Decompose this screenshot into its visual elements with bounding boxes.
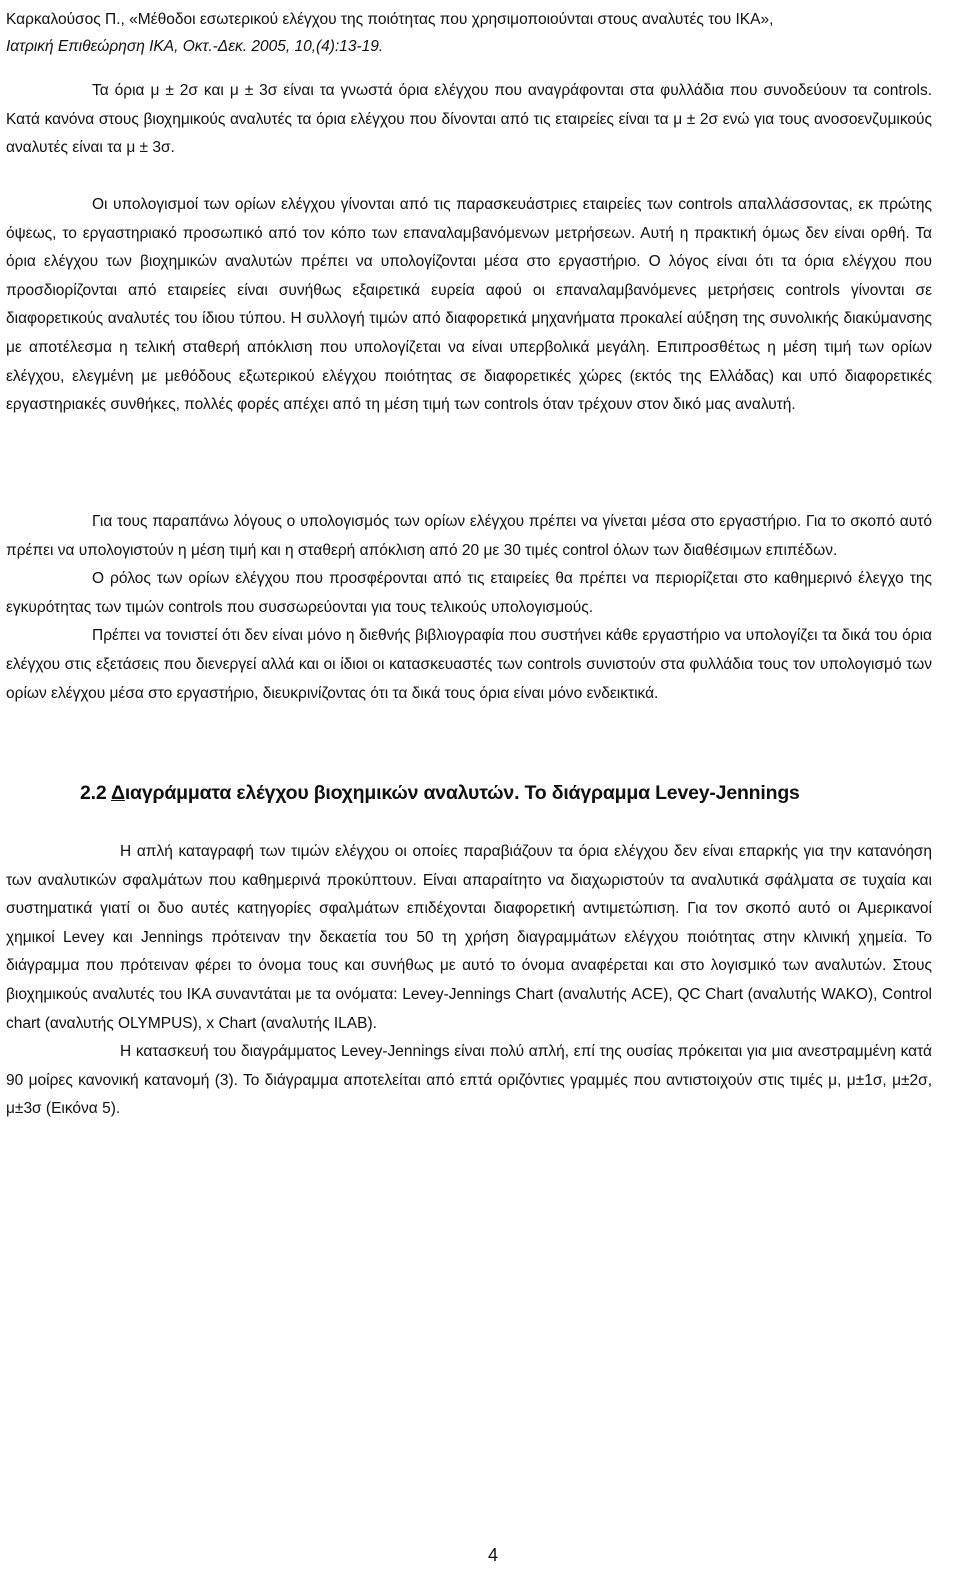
paragraph-control-limits: Τα όρια μ ± 2σ και μ ± 3σ είναι τα γνωστά όρια ελέγχου που αναγράφονται στα φυλλάδια που συνοδεύουν τα controls. Κατά κανόνα στους βιοχημικούς αναλυτές τα όρια ελέγχου που δίνονται από τις εταιρείες είναι τα μ ± 2σ ενώ για τους ανοσοενζυμικούς αναλυτές είναι τα μ ± 3σ. [6, 82, 932, 157]
section-limit-calculation [6, 191, 932, 420]
page-number: 4 [488, 1545, 499, 1565]
section-levey-jennings [6, 838, 932, 1124]
paragraph-chart-construction: Η κατασκευή του διαγράμματος Levey-Jennings είναι πολύ απλή, επί της ουσίας πρόκειται για μια ανεστραμμένη κατά 90 μοίρες κανονική κατανομή (3). Το διάγραμμα αποτελείται από επτά οριζόντιες γραμμές που αντιστοιχούν στις τιμές μ, μ±1σ, μ±2σ, μ±3σ (Εικόνα 5). [6, 1043, 932, 1118]
paragraph-manufacturer-advice: Πρέπει να τονιστεί ότι δεν είναι μόνο η διεθνής βιβλιογραφία που συστήνει κάθε εργαστήριο να υπολογίζει τα δικά του όρια ελέγχου στις εξετάσεις που διενεργεί αλλά και οι ίδιοι οι κατασκευαστές των controls συνιστούν στα φυλλάδια τους τον υπολογισμό των ορίων ελέγχου μέσα στο εργαστήριο, διευκρινίζοντας ότι τα δικά τους όρια είναι μόνο ενδεικτικά. [6, 627, 932, 702]
citation-header [6, 6, 954, 60]
section-heading-2-2 [80, 782, 800, 805]
paragraph-lab-calculation: Για τους παραπάνω λόγους ο υπολογισμός των ορίων ελέγχου πρέπει να γίνεται μέσα στο εργαστήριο. Για το σκοπό αυτό πρέπει να υπολογιστούν η μέση τιμή και η σταθερή απόκλιση από 20 με 30 τιμές control όλων των διαθέσιμων επιπέδων. [6, 513, 932, 559]
citation-line-1: Καρκαλούσος Π., «Μέθοδοι εσωτερικού ελέγχου της ποιότητας που χρησιμοποιούνται στους αναλυτές του ΙΚΑ», [6, 11, 774, 28]
paragraph-company-limits-role: Ο ρόλος των ορίων ελέγχου που προσφέρονται από τις εταιρείες θα πρέπει να περιορίζεται στο καθημερινό έλεγχο της εγκυρότητας των τιμών controls που συσσωρεύονται για τους τελικούς υπολογισμούς. [6, 570, 932, 616]
heading-text: ιαγράμματα ελέγχου βιοχημικών αναλυτών. Το διάγραμμα Levey-Jennings [124, 782, 800, 804]
section-control-limits-intro [6, 77, 932, 163]
citation-line-2: Ιατρική Επιθεώρηση ΙΚΑ, Οκτ.-Δεκ. 2005, 10,(4):13-19. [6, 38, 384, 55]
section-lab-calculation [6, 508, 932, 708]
paragraph-error-types: Η απλή καταγραφή των τιμών ελέγχου οι οποίες παραβιάζουν τα όρια ελέγχου δεν είναι επαρκής για την κατανόηση των αναλυτικών σφαλμάτων που καθημερινά προκύπτουν. Είναι απαραίτητο να διαχωριστούν τα αναλυτικά σφάλματα σε τυχαία και συστηματικά γιατί οι δυο αυτές κατηγορίες σφαλμάτων επιδέχονται διαφορετική αντιμετώπιση. Για τον σκοπό αυτό οι Αμερικανοί χημικοί Levey και Jennings πρότειναν την δεκαετία του 50 τη χρήση διαγραμμάτων ελέγχου ποιότητας στην κλινική χημεία. Το διάγραμμα που πρότειναν φέρει το όνομα τους και συνήθως με αυτό το όνομα αναφέρεται και στο λογισμικό των αναλυτών. Στους βιοχημικούς αναλυτές του ΙΚΑ συναντάται με τα ονόματα: Levey-Jennings Chart (αναλυτής ACE), QC Chart (αναλυτής WAKO), Control chart (αναλυτής OLYMPUS), x Chart (αναλυτής ILAB). [6, 843, 932, 1032]
paragraph-limit-calculation: Οι υπολογισμοί των ορίων ελέγχου γίνονται από τις παρασκευάστριες εταιρείες των controls απαλλάσσοντας, εκ πρώτης όψεως, το εργαστηριακό προσωπικό από τον κόπο των επαναλαμβανόμενων μετρήσεων. Αυτή η πρακτική όμως δεν είναι ορθή. Τα όρια ελέγχου των βιοχημικών αναλυτών πρέπει να υπολογίζονται μέσα στο εργαστήριο. Ο λόγος είναι ότι τα όρια ελέγχου που προσδιορίζονται από εταιρείες είναι συνήθως εξαιρετικά ευρεία αφού οι επαναλαμβανόμενες μετρήσεις controls γίνονται σε διαφορετικούς αναλυτές του ίδιου τύπου. Η συλλογή τιμών από διαφορετικά μηχανήματα προκαλεί αύξηση της συνολικής διακύμανσης με αποτέλεσμα η τελική σταθερή απόκλιση που υπολογίζεται να είναι υπερβολικά μεγάλη. Επιπροσθέτως η μέση τιμή των ορίων ελέγχου, ελεγμένη με μεθόδους εξωτερικού ελέγχου ποιότητας σε διαφορετικές χώρες (εκτός της Ελλάδας) και υπό διαφορετικές εργαστηριακές συνθήκες, πολλές φορές απέχει από τη μέση τιμή των controls όταν τρέχουν στον δικό μας αναλυτή. [6, 196, 932, 414]
heading-underlined-letter: Δ [111, 782, 125, 804]
heading-number: 2.2 [80, 782, 112, 804]
